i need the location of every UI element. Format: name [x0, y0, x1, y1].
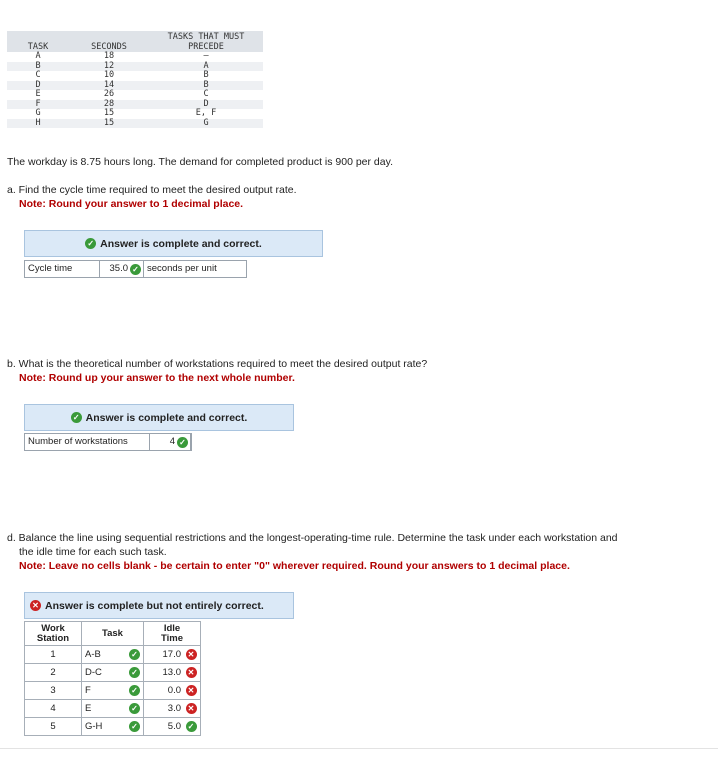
workstations-label: Number of workstations [25, 434, 150, 450]
task-precede-cell: – [203, 51, 209, 61]
task-status-cell [126, 700, 144, 718]
idle-status-cell [184, 646, 201, 664]
task-input[interactable]: D-C [82, 664, 127, 682]
task-precedence-table [7, 31, 263, 128]
workstation-balance-table [24, 621, 201, 736]
header-task: TASK [7, 31, 69, 52]
part-d-question-line2: the idle time for each such task. [19, 546, 167, 558]
check-circle-icon: ✓ [71, 412, 82, 423]
task-task-cell: F [7, 100, 69, 110]
intro-text: The workday is 8.75 hours long. The demand for completed product is 900 per day. [7, 156, 393, 168]
footer-divider [0, 748, 718, 749]
header-work-station: Work Station [25, 622, 82, 646]
x-circle-icon: ✕ [186, 703, 197, 714]
task-task-cell: E [35, 89, 41, 99]
header-seconds: SECONDS [69, 31, 149, 52]
station-number: 3 [25, 682, 82, 700]
part-d-question-line1: d. Balance the line using sequential restrictions and the longest-operating-time rule. Determine the task under each workstation and [7, 532, 618, 544]
task-seconds-cell: 28 [69, 100, 149, 110]
check-circle-icon: ✓ [129, 649, 140, 660]
cycle-time-label: Cycle time [25, 261, 100, 277]
task-precede-cell: D [149, 100, 263, 110]
x-circle-icon: ✕ [186, 685, 197, 696]
x-circle-icon: ✕ [186, 649, 197, 660]
part-b-note: Note: Round up your answer to the next whole number. [19, 372, 295, 384]
header-idle-time: Idle Time [144, 622, 201, 646]
idle-status-cell [184, 682, 201, 700]
task-seconds-cell: 18 [103, 51, 115, 61]
check-circle-icon: ✓ [129, 685, 140, 696]
cycle-time-input[interactable]: 35.0 ✓ [100, 261, 144, 277]
task-task-cell: H [7, 119, 69, 129]
task-precede-cell: E, F [195, 108, 217, 118]
x-circle-icon: ✕ [30, 600, 41, 611]
idle-status-cell [184, 718, 201, 736]
task-row [7, 109, 263, 119]
task-seconds-cell: 15 [103, 108, 115, 118]
task-row [7, 52, 263, 62]
task-row [7, 100, 263, 110]
check-circle-icon: ✓ [130, 264, 141, 275]
part-a-result-banner: ✓ Answer is complete and correct. [24, 230, 323, 257]
task-status-cell [126, 718, 144, 736]
workstation-row [25, 718, 201, 736]
part-b-result-banner: ✓ Answer is complete and correct. [24, 404, 294, 431]
task-precede-cell: C [203, 89, 209, 99]
check-circle-icon: ✓ [177, 437, 188, 448]
task-status-cell [126, 682, 144, 700]
header-task: Task [82, 622, 144, 646]
task-row [7, 81, 263, 91]
station-number: 2 [25, 664, 82, 682]
task-row [7, 62, 263, 72]
part-d-note: Note: Leave no cells blank - be certain to enter "0" wherever required. Round your answers to 1 decimal place. [19, 560, 570, 572]
task-task-cell: C [35, 70, 41, 80]
task-precede-cell: B [203, 70, 209, 80]
workstation-row [25, 682, 201, 700]
task-seconds-cell: 26 [103, 89, 115, 99]
cycle-time-unit: seconds per unit [147, 263, 217, 274]
check-circle-icon: ✓ [85, 238, 96, 249]
station-number: 1 [25, 646, 82, 664]
task-input[interactable]: E [82, 700, 127, 718]
workstation-row [25, 646, 201, 664]
part-a-note: Note: Round your answer to 1 decimal place. [19, 198, 244, 210]
task-seconds-cell: 15 [69, 119, 149, 129]
check-circle-icon: ✓ [129, 721, 140, 732]
task-seconds-cell: 12 [69, 62, 149, 72]
task-task-cell: A [35, 51, 41, 61]
workstations-input[interactable]: 4 ✓ [150, 434, 191, 450]
task-row [7, 90, 263, 100]
part-a-question: a. Find the cycle time required to meet the desired output rate. [7, 184, 297, 196]
idle-status-cell [184, 700, 201, 718]
workstation-row [25, 700, 201, 718]
idle-time-input[interactable]: 5.0 [144, 718, 185, 736]
task-status-cell [126, 646, 144, 664]
task-seconds-cell: 10 [103, 70, 115, 80]
x-circle-icon: ✕ [186, 667, 197, 678]
check-circle-icon: ✓ [186, 721, 197, 732]
task-seconds-cell: 14 [69, 81, 149, 91]
idle-status-cell [184, 664, 201, 682]
task-input[interactable]: F [82, 682, 127, 700]
task-precede-cell: A [149, 62, 263, 72]
task-status-cell [126, 664, 144, 682]
task-row [7, 119, 263, 129]
task-row [7, 71, 263, 81]
task-task-cell: G [35, 108, 41, 118]
task-task-cell: D [7, 81, 69, 91]
header-precede: TASKS THAT MUST PRECEDE [149, 31, 263, 52]
idle-time-input[interactable]: 0.0 [144, 682, 185, 700]
check-circle-icon: ✓ [129, 667, 140, 678]
task-input[interactable]: G-H [82, 718, 127, 736]
station-number: 4 [25, 700, 82, 718]
task-task-cell: B [7, 62, 69, 72]
task-input[interactable]: A-B [82, 646, 127, 664]
task-precede-cell: G [149, 119, 263, 129]
task-precede-cell: B [149, 81, 263, 91]
workstation-row [25, 664, 201, 682]
check-circle-icon: ✓ [129, 703, 140, 714]
part-d-result-banner: ✕ Answer is complete but not entirely correct. [24, 592, 294, 619]
station-number: 5 [25, 718, 82, 736]
workstations-row [24, 433, 192, 451]
idle-time-input[interactable]: 13.0 [144, 664, 185, 682]
idle-time-input[interactable]: 17.0 [144, 646, 185, 664]
idle-time-input[interactable]: 3.0 [144, 700, 185, 718]
part-b-question: b. What is the theoretical number of workstations required to meet the desired output rate? [7, 358, 428, 370]
cycle-time-row [24, 260, 247, 278]
